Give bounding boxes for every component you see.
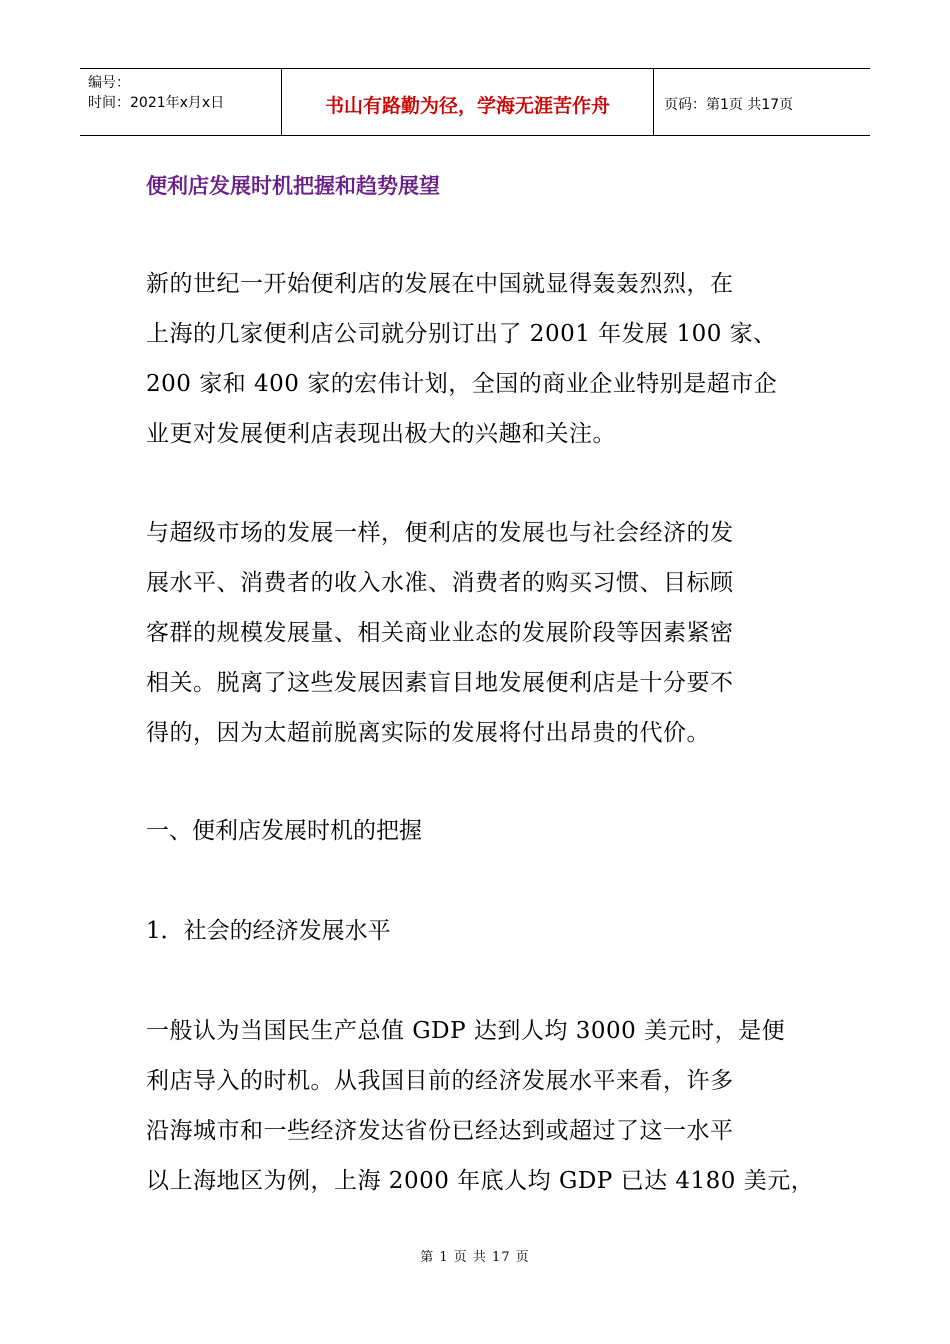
paragraph-line: 一般认为当国民生产总值 GDP 达到人均 3000 美元时，是便 [146, 1018, 786, 1044]
header-motto: 书山有路勤为径，学海无涯苦作舟 [324, 94, 610, 117]
paragraph-line: 与超级市场的发展一样，便利店的发展也与社会经济的发 [146, 520, 734, 546]
paragraph-line: 200 家和 400 家的宏伟计划，全国的商业企业特别是超市企 [146, 371, 778, 397]
paragraph-line: 上海的几家便利店公司就分别订出了 2001 年发展 100 家、 [146, 321, 777, 347]
header-motto-cell [282, 69, 654, 135]
header-page-number: 页码：第1页 共17页 [664, 97, 794, 113]
document-title: 便利店发展时机把握和趋势展望 [146, 174, 440, 198]
paragraph-3 [146, 1006, 826, 1206]
page-footer: 第 1 页 共 17 页 [420, 1250, 530, 1265]
paragraph-line: 利店导入的时机。从我国目前的经济发展水平来看，许多 [146, 1068, 734, 1094]
paragraph-line: 客群的规模发展量、相关商业业态的发展阶段等因素紧密 [146, 620, 734, 646]
paragraph-1 [146, 259, 826, 459]
paragraph-line: 得的，因为太超前脱离实际的发展将付出昂贵的代价。 [146, 720, 710, 746]
header-page-cell [654, 69, 870, 135]
paragraph-line: 展水平、消费者的收入水准、消费者的购买习惯、目标顾 [146, 570, 734, 596]
header-meta-cell [80, 69, 282, 135]
paragraph-line: 相关。脱离了这些发展因素盲目地发展便利店是十分要不 [146, 670, 734, 696]
paragraph-2 [146, 508, 826, 758]
paragraph-line: 沿海城市和一些经济发达省份已经达到或超过了这一水平 [146, 1118, 734, 1144]
subsection-heading: 1．社会的经济发展水平 [146, 918, 391, 944]
document-number-label: 编号： [88, 75, 130, 91]
paragraph-line: 业更对发展便利店表现出极大的兴趣和关注。 [146, 421, 616, 447]
paragraph-line: 新的世纪一开始便利店的发展在中国就显得轰轰烈烈，在 [146, 271, 734, 297]
section-heading: 一、便利店发展时机的把握 [146, 818, 422, 844]
document-time-label: 时间：2021年x月x日 [88, 95, 225, 111]
paragraph-line: 以上海地区为例，上海 2000 年底人均 GDP 已达 4180 美元， [146, 1168, 815, 1194]
document-header-table [80, 68, 870, 136]
